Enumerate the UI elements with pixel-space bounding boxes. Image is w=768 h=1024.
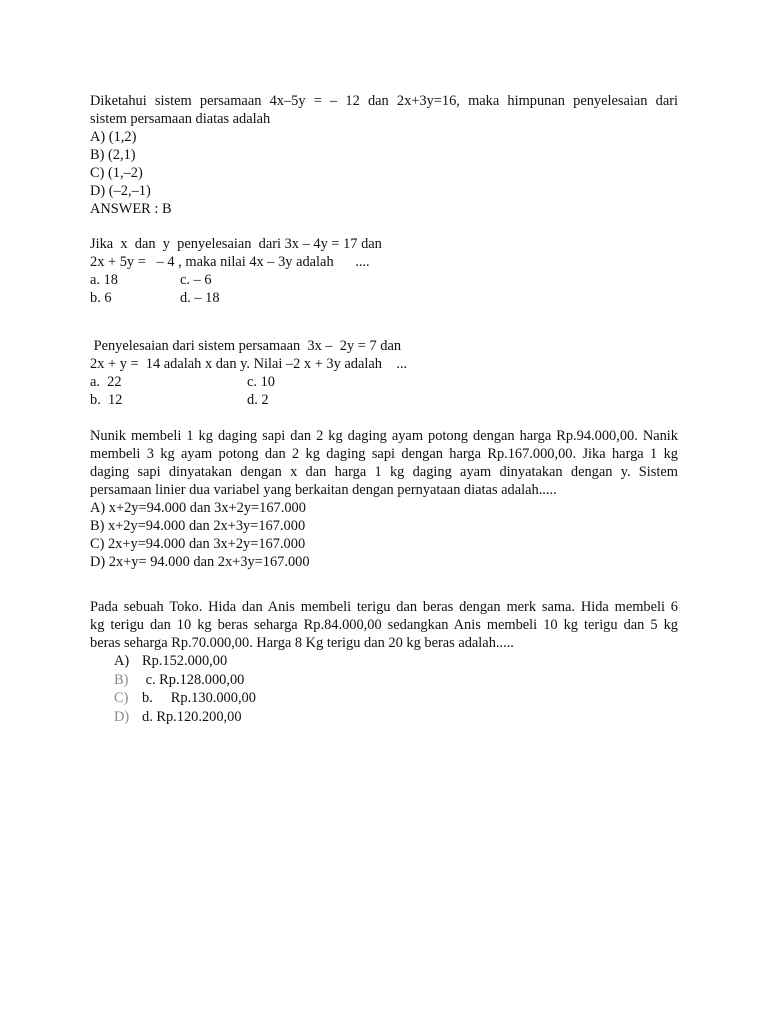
question-3-option-c: c. 10 [247,374,275,390]
question-2-options-row-2 [90,289,678,307]
question-5-stem-line-3: beras seharga Rp.70.000,00. Harga 8 Kg terigu dan 20 kg beras adalah..... [90,635,514,651]
question-1-option-a: A) (1,2) [90,129,137,145]
question-4 [90,427,678,571]
question-3-stem-line-2: 2x + y = 14 adalah x dan y. Nilai –2 x + 3y adalah ... [90,356,408,372]
question-4-option-d: D) 2x+y= 94.000 dan 2x+3y=167.000 [90,554,310,570]
question-5-list-marker-a: A) [114,653,130,669]
question-2-option-d: d. – 18 [180,290,220,306]
question-5-list-text-c: b. Rp.130.000,00 [142,690,256,706]
question-1 [90,92,678,218]
question-1-option-b: B) (2,1) [90,147,136,163]
question-5-list-item-a [90,652,678,671]
question-2 [90,235,678,307]
question-4-option-a: A) x+2y=94.000 dan 3x+2y=167.000 [90,500,306,516]
question-4-option-c: C) 2x+y=94.000 dan 3x+2y=167.000 [90,536,306,552]
question-4-stem-line-4: persamaan linier dua variabel yang berkaitan dengan pernyataan diatas adalah..... [90,482,557,498]
question-4-option-b: B) x+2y=94.000 dan 2x+3y=167.000 [90,518,306,534]
question-3 [90,337,678,409]
question-5-stem-line-2: kg terigu dan 10 kg beras seharga Rp.84.000,00 sedangkan Anis membeli 10 kg terigu dan 5 kg [90,617,678,633]
question-5-list-marker-d: D) [114,708,130,725]
question-1-option-d: D) (–2,–1) [90,183,151,199]
question-3-stem-line-1: Penyelesaian dari sistem persamaan 3x – 2y = 7 dan [90,338,402,354]
question-5-list-marker-c: C) [114,690,129,706]
question-4-stem-line-1: Nunik membeli 1 kg daging sapi dan 2 kg daging ayam potong dengan harga Rp.94.000,00. Nanik [90,428,678,444]
question-5-list-text-b: c. Rp.128.000,00 [142,671,245,688]
question-1-stem-line-1: Diketahui sistem persamaan 4x–5y = – 12 dan 2x+3y=16, maka himpunan penyelesaian dari [90,93,678,109]
question-1-answer: ANSWER : B [90,201,172,217]
question-2-options-row-1 [90,271,678,289]
question-5-list-item-d [90,708,678,727]
question-3-options-row-1 [90,373,678,391]
question-2-stem-line-1: Jika x dan y penyelesaian dari 3x – 4y = 17 dan [90,236,382,252]
question-5-list-item-b [90,671,678,690]
question-5-list-text-d: d. Rp.120.200,00 [142,708,242,725]
question-2-option-a: a. 18 [90,272,118,288]
question-5 [90,598,678,726]
question-3-options-row-2 [90,391,678,409]
question-1-option-c: C) (1,–2) [90,165,143,181]
question-3-option-a: a. 22 [90,374,122,390]
question-3-option-d: d. 2 [247,392,269,408]
question-5-list-item-c [90,689,678,708]
question-2-option-b: b. 6 [90,290,112,306]
question-4-stem-line-2: membeli 3 kg ayam potong dan 2 kg daging sapi dengan harga Rp.167.000,00. Jika harga 1 kg [90,446,678,462]
question-5-list-text-a: Rp.152.000,00 [142,653,228,669]
question-5-stem-line-1: Pada sebuah Toko. Hida dan Anis membeli terigu dan beras dengan merk sama. Hida membeli 6 [90,599,678,615]
question-3-option-b: b. 12 [90,392,123,408]
question-4-stem-line-3: daging sapi dinyatakan dengan x dan harga 1 kg daging ayam dinyatakan dengan y. Sistem [90,464,678,480]
question-2-option-c: c. – 6 [180,272,212,288]
question-2-stem-line-2: 2x + 5y = – 4 , maka nilai 4x – 3y adalah .... [90,254,370,270]
question-1-stem-line-2: sistem persamaan diatas adalah [90,111,271,127]
question-5-list-marker-b: B) [114,671,129,688]
